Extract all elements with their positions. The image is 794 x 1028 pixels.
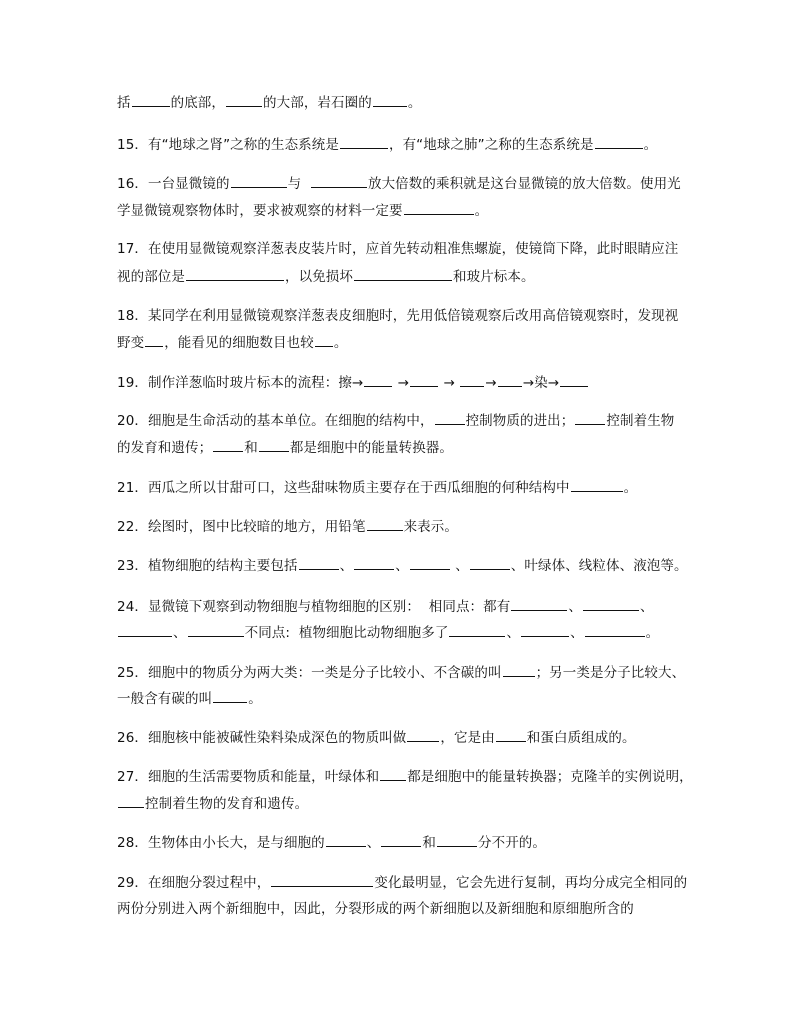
question-text: ，能看见的细胞数目也较: [164, 335, 314, 351]
question-line-q24-b: [117, 624, 697, 641]
answer-blank[interactable]: [259, 439, 289, 452]
question-text: 放大倍数的乘积就是这台显微镜的放大倍数。使用光: [367, 176, 681, 192]
question-text: 变化最明显，它会先进行复制，再均分成完全相同的: [374, 875, 688, 891]
question-text: 一般含有碳的叫: [117, 691, 213, 707]
answer-blank[interactable]: [585, 624, 645, 637]
question-line-q22: [117, 518, 697, 535]
question-text: 。: [407, 95, 422, 111]
answer-blank[interactable]: [132, 94, 170, 107]
question-text: ，以免损坏: [285, 269, 353, 285]
question-text: 学显微镜观察物体时，要求被观察的材料一定要: [117, 203, 403, 219]
answer-blank[interactable]: [315, 334, 333, 347]
question-text: 、叶绿体、线粒体、液泡等。: [510, 558, 688, 574]
answer-blank[interactable]: [213, 690, 247, 703]
question-text: 的发育和遗传；: [117, 440, 213, 456]
question-text: 控制着生物的发育和遗传。: [145, 796, 309, 812]
question-text: 、: [570, 625, 584, 641]
question-line-q17-a: [117, 241, 697, 257]
answer-blank[interactable]: [410, 557, 450, 570]
question-text: 17．在使用显微镜观察洋葱表皮装片时，应首先转动粗准焦螺旋，使镜筒下降，此时眼睛应注: [117, 241, 679, 257]
question-text: 不同点: 植物细胞比动物细胞多了: [244, 625, 449, 641]
answer-blank[interactable]: [311, 175, 367, 188]
answer-blank[interactable]: [373, 94, 407, 107]
question-text: 都是细胞中的能量转换器；克隆羊的实例说明，: [407, 769, 693, 785]
question-line-q14-cont: [117, 94, 697, 111]
question-text: →染→: [522, 375, 560, 391]
answer-blank[interactable]: [354, 268, 452, 281]
question-text: 的大部，岩石圈的: [263, 95, 372, 111]
question-text: 22．绘图时，图中比较暗的地方，用铅笔: [117, 519, 366, 535]
question-line-q15: [117, 136, 697, 153]
question-line-q26: [117, 729, 697, 746]
answer-blank[interactable]: [226, 94, 262, 107]
question-text: 、: [450, 558, 469, 574]
answer-blank[interactable]: [188, 624, 244, 637]
answer-blank[interactable]: [299, 557, 339, 570]
answer-blank[interactable]: [595, 136, 643, 149]
answer-blank[interactable]: [340, 136, 388, 149]
question-line-q23: [117, 557, 697, 574]
answer-blank[interactable]: [575, 412, 605, 425]
answer-blank[interactable]: [271, 874, 373, 887]
question-text: 和玻片标本。: [453, 269, 535, 285]
answer-blank[interactable]: [410, 374, 438, 387]
answer-blank[interactable]: [118, 795, 144, 808]
question-text: 与: [287, 176, 310, 192]
answer-blank[interactable]: [380, 768, 406, 781]
question-text: 都是细胞中的能量转换器。: [289, 440, 454, 456]
question-text: 和蛋白质组成的。: [526, 730, 636, 746]
question-text: 、: [366, 835, 381, 851]
answer-blank[interactable]: [460, 374, 484, 387]
question-line-q29-b: [117, 901, 697, 917]
answer-blank[interactable]: [571, 479, 623, 492]
question-line-q16-b: [117, 202, 697, 219]
question-text: 24．显微镜下观察到动物细胞与植物细胞的区别： 相同点：都有: [117, 599, 511, 615]
question-text: 的底部，: [170, 95, 226, 111]
answer-blank[interactable]: [560, 374, 588, 387]
question-line-q20-a: [117, 412, 697, 429]
answer-blank[interactable]: [521, 624, 569, 637]
question-text: 和: [244, 440, 258, 456]
question-text: 21．西瓜之所以甘甜可口，这些甜味物质主要存在于西瓜细胞的何种结构中: [117, 480, 570, 496]
question-text: 视的部位是: [117, 269, 185, 285]
question-line-q27-b: [117, 795, 697, 812]
question-line-q27-a: [117, 768, 697, 785]
question-line-q18-a: [117, 308, 697, 324]
question-text: 15．有“地球之肾”之称的生态系统是: [117, 137, 339, 153]
answer-blank[interactable]: [231, 175, 287, 188]
question-text: →: [485, 375, 497, 391]
answer-blank[interactable]: [145, 334, 163, 347]
answer-blank[interactable]: [404, 202, 474, 215]
question-text: 控制物质的进出；: [465, 413, 575, 429]
question-text: 28．生物体由小长大，是与细胞的: [117, 835, 325, 851]
question-text: 20．细胞是生命活动的基本单位。在细胞的结构中，: [117, 413, 434, 429]
question-text: 控制着生物: [606, 413, 675, 429]
question-text: 。: [474, 203, 489, 219]
question-line-q28: [117, 834, 697, 851]
question-text: 、: [568, 599, 582, 615]
answer-blank[interactable]: [498, 374, 522, 387]
question-text: 18．某同学在利用显微镜观察洋葱表皮细胞时，先用低倍镜观察后改用高倍镜观察时，发现视: [117, 308, 679, 324]
question-text: 野变: [117, 335, 145, 351]
answer-blank[interactable]: [583, 598, 639, 611]
question-text: 来表示。: [403, 519, 458, 535]
answer-blank[interactable]: [213, 439, 243, 452]
question-text: →: [393, 375, 410, 391]
answer-blank[interactable]: [511, 598, 567, 611]
answer-blank[interactable]: [407, 729, 439, 742]
question-text: 。: [248, 691, 262, 707]
answer-blank[interactable]: [326, 834, 366, 847]
answer-blank[interactable]: [496, 729, 526, 742]
question-text: 19．制作洋葱临时玻片标本的流程：擦→: [117, 375, 364, 391]
question-line-q19: [117, 374, 697, 391]
answer-blank[interactable]: [470, 557, 510, 570]
question-text: 25．细胞中的物质分为两大类：一类是分子比较小、不含碳的叫: [117, 665, 502, 681]
question-text: ，它是由: [440, 730, 495, 746]
question-text: 、: [173, 625, 187, 641]
answer-blank[interactable]: [364, 374, 392, 387]
question-text: 、: [395, 558, 409, 574]
question-text: 。: [645, 625, 660, 641]
question-text: 、: [506, 625, 521, 641]
question-text: 。: [643, 137, 658, 153]
question-line-q16-a: [117, 175, 697, 192]
answer-blank[interactable]: [367, 518, 403, 531]
question-text: 23．植物细胞的结构主要包括: [117, 558, 298, 574]
question-line-q29-a: [117, 874, 697, 891]
question-text: 16．一台显微镜的: [117, 176, 230, 192]
question-text: ；另一类是分子比较大、: [535, 665, 686, 681]
question-text: 。: [623, 480, 638, 496]
answer-blank[interactable]: [449, 624, 505, 637]
question-line-q20-b: [117, 439, 697, 456]
answer-blank[interactable]: [118, 624, 172, 637]
answer-blank[interactable]: [381, 834, 421, 847]
question-text: 。: [333, 335, 348, 351]
answer-blank[interactable]: [503, 664, 535, 677]
question-line-q18-b: [117, 334, 697, 351]
answer-blank[interactable]: [354, 557, 394, 570]
question-text: 两份分别进入两个新细胞中，因此，分裂形成的两个新细胞以及新细胞和原细胞所含的: [117, 901, 634, 917]
question-text: 分不开的。: [478, 835, 546, 851]
question-text: 和: [422, 835, 436, 851]
question-text: 括: [117, 95, 131, 111]
question-line-q24-a: [117, 598, 697, 615]
question-line-q21: [117, 479, 697, 496]
question-line-q17-b: [117, 268, 697, 285]
question-text: →: [439, 375, 460, 391]
question-text: ，有“地球之肺”之称的生态系统是: [388, 137, 594, 153]
answer-blank[interactable]: [435, 412, 465, 425]
question-line-q25-b: [117, 690, 697, 707]
question-text: 、: [339, 558, 354, 574]
answer-blank[interactable]: [437, 834, 477, 847]
question-line-q25-a: [117, 664, 697, 681]
question-text: 27．细胞的生活需要物质和能量，叶绿体和: [117, 769, 380, 785]
question-text: 26．细胞核中能被碱性染料染成深色的物质叫做: [117, 730, 407, 746]
question-text: 、: [639, 599, 654, 615]
question-text: 29．在细胞分裂过程中，: [117, 875, 271, 891]
answer-blank[interactable]: [186, 268, 284, 281]
